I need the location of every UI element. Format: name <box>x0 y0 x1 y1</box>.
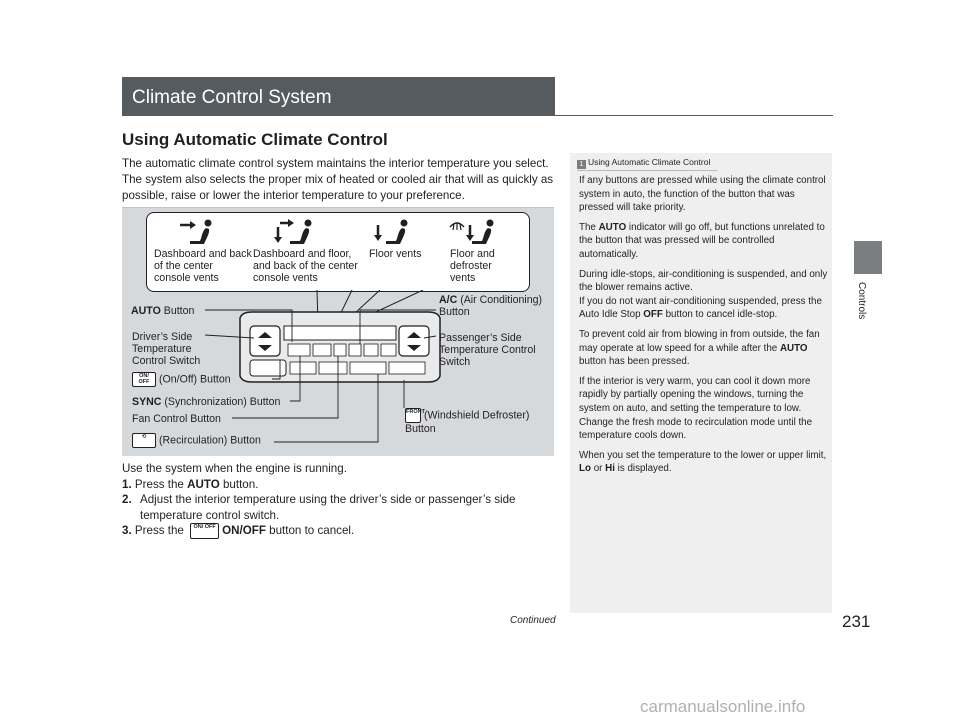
note-paragraph: To prevent cold air from blowing in from outside, the fan may operate at low speed for a while after the AUTO button has been pressed. <box>579 328 820 368</box>
note-paragraph: If any buttons are pressed while using the climate control system in auto, the function of the button that was pressed will take priority. <box>579 175 826 214</box>
step-item: 2. Adjust the interior temperature using the driver’s side or passenger’s side temperature control switch. <box>122 493 516 522</box>
steps-lead: Use the system when the engine is running. <box>122 462 347 475</box>
intro-paragraph: The automatic climate control system maintains the interior temperature you select. The system also selects the proper mix of heated or cooled air that will as quickly as possible, raise or lower the interior temperature to your preference. <box>122 157 554 202</box>
watermark-text: carmanualsonline.info <box>640 697 806 716</box>
note-body <box>579 174 829 482</box>
section-heading: Using Automatic Climate Control <box>122 130 388 149</box>
auto-button-callout: AUTO Button <box>131 305 195 317</box>
note-marker-icon: 1 <box>577 160 586 169</box>
note-heading: 1 Using Automatic Climate Control <box>577 157 710 169</box>
dashboard-vent-icon <box>176 217 216 247</box>
onoff-icon: ON/ OFF <box>190 523 219 539</box>
windshield-defroster-icon: FRONT <box>405 408 421 423</box>
recirculation-icon: ⟲ <box>132 433 156 448</box>
floor-defroster-vent-icon <box>448 217 498 247</box>
note-paragraph: When you set the temperature to the lower or upper limit, Lo or Hi is displayed. <box>579 449 827 475</box>
vent-mode-label: Floor and defroster vents <box>450 248 495 284</box>
vent-mode-label: Dashboard and floor, and back of the center console vents <box>253 248 358 284</box>
floor-vent-icon <box>372 217 412 247</box>
continued-label: Continued <box>510 615 556 626</box>
page-title: Climate Control System <box>132 87 332 108</box>
onoff-icon: ON/ OFF <box>132 372 156 387</box>
page-number: 231 <box>842 612 871 631</box>
fan-control-callout: Fan Control Button <box>132 413 221 425</box>
passenger-temp-switch-callout: Passenger’s Side Temperature Control Switch <box>439 332 536 368</box>
onoff-button-callout: ON/ OFF (On/Off) Button <box>132 372 231 387</box>
note-rule <box>577 170 717 171</box>
ac-button-callout: A/C (Air Conditioning) Button <box>439 294 543 318</box>
note-paragraph: The AUTO indicator will go off, but functions unrelated to the button that was pressed will be controlled automatically. <box>579 221 825 260</box>
note-paragraph: During idle-stops, air-conditioning is suspended, and only the blower remains active. <box>579 268 828 294</box>
chapter-label: Controls <box>856 282 867 320</box>
chapter-tab <box>854 241 882 274</box>
step-item: 1. Press the AUTO button. <box>122 477 259 491</box>
procedure-steps <box>122 461 554 539</box>
section-title-bar <box>122 77 555 116</box>
title-rule <box>122 115 833 116</box>
vent-mode-label: Dashboard and back of the center console vents <box>154 248 252 284</box>
recirculation-button-callout: ⟲ (Recirculation) Button <box>132 433 261 448</box>
sync-button-callout: SYNC (Synchronization) Button <box>132 396 281 408</box>
vent-mode-label: Floor vents <box>369 248 422 260</box>
dashboard-floor-vent-icon <box>272 217 316 247</box>
driver-temp-switch-callout: Driver’s Side Temperature Control Switch <box>132 331 201 367</box>
step-item: 3. Press the ON/ OFF ON/OFF button to cancel. <box>122 524 355 538</box>
note-paragraph: If the interior is very warm, you can cool it down more rapidly by partially opening the windows, turning the system on auto, and setting the temperature to low. Change the fresh mode to recirculation mode until the temperature cools down. <box>579 375 813 442</box>
note-paragraph: If you do not want air-conditioning suspended, press the Auto Idle Stop OFF button to cancel idle-stop. <box>579 295 822 321</box>
windshield-defroster-callout: FRONT(Windshield Defroster) Button <box>405 409 530 435</box>
